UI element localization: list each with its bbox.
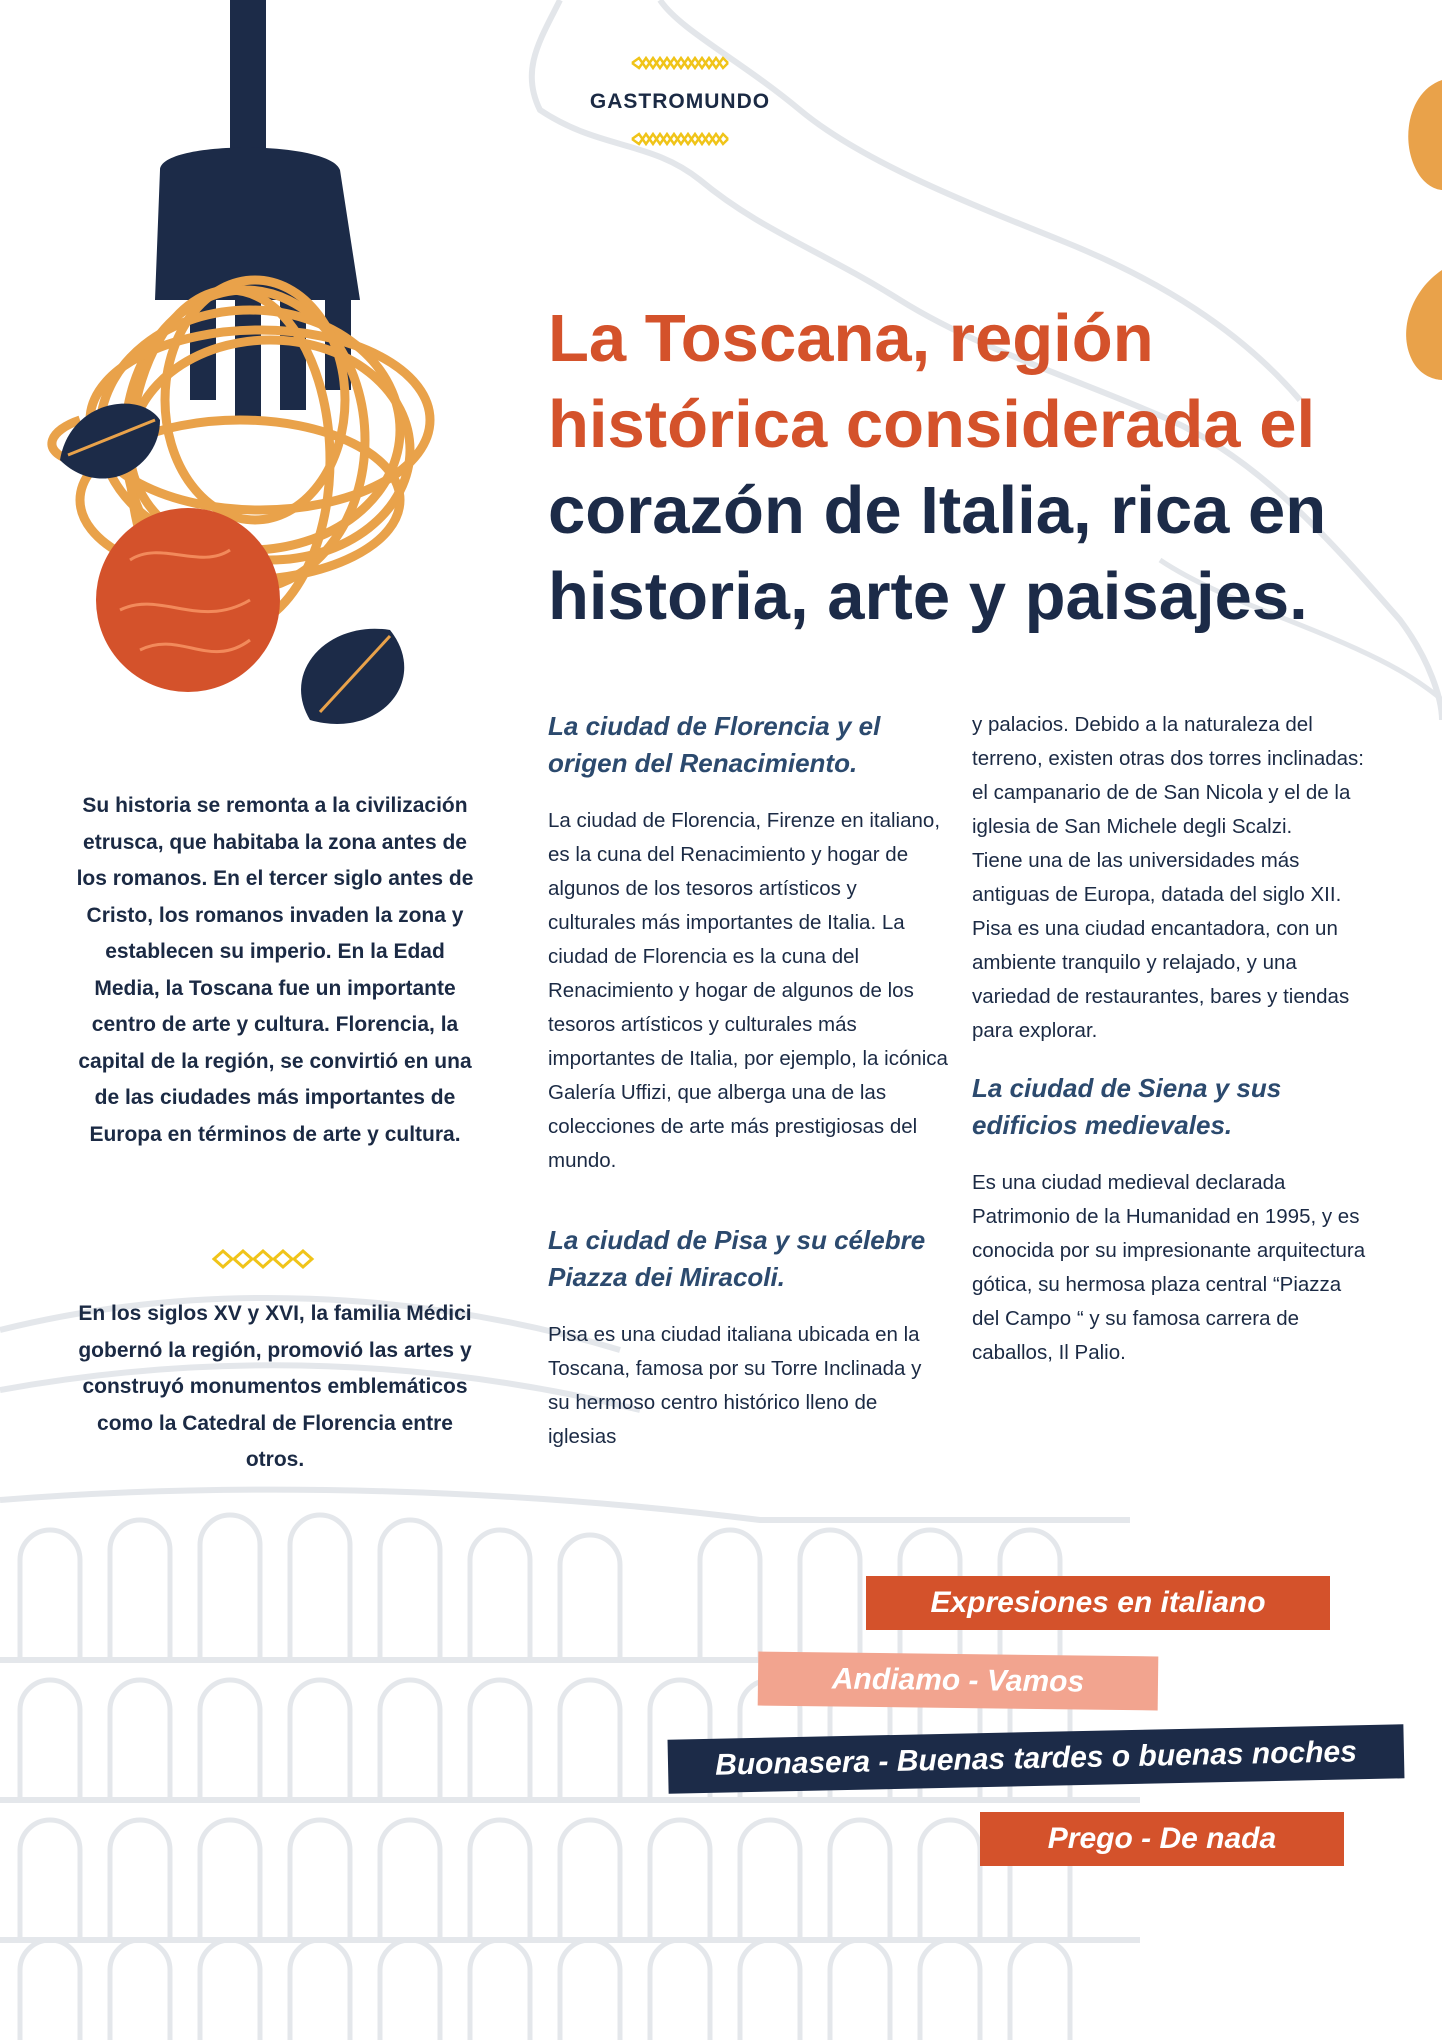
section-title-florencia: La ciudad de Florencia y el origen del Renacimiento.	[548, 711, 881, 778]
article-column-right	[972, 708, 1372, 1370]
fork-spaghetti-illustration	[30, 0, 450, 760]
article-column-middle	[548, 708, 948, 1454]
section-title-siena: La ciudad de Siena y sus edificios medievales.	[972, 1073, 1282, 1140]
expression-banner: Andiamo - Vamos	[758, 1652, 1159, 1711]
section-body-pisa-cont2: Tiene una de las universidades más antiguas de Europa, datada del siglo XII. Pisa es una ciudad encantadora, con un ambiente tranquilo y relajado, y una variedad de restaurantes, bares y tiendas para explorar.	[972, 849, 1350, 1042]
zigzag-ornament-icon	[630, 132, 730, 146]
expressions-title-banner: Expresiones en italiano	[866, 1576, 1330, 1630]
section-title-pisa: La ciudad de Pisa y su célebre Piazza dei Miracoli.	[548, 1225, 926, 1292]
zigzag-ornament-icon	[630, 56, 730, 70]
zigzag-divider-icon	[212, 1248, 316, 1270]
title-line: historia, arte y paisajes.	[548, 559, 1308, 634]
page-title	[548, 296, 1408, 640]
medici-paragraph: En los siglos XV y XVI, la familia Médici gobernó la región, promovió las artes y construyó monumentos emblemáticos como la Catedral de Florencia entre otros.	[78, 1302, 472, 1471]
section-body-pisa: Pisa es una ciudad italiana ubicada en la Toscana, famosa por su Torre Inclinada y su hermoso centro histórico lleno de iglesias	[548, 1323, 922, 1448]
title-line: corazón de Italia, rica en	[548, 473, 1327, 548]
brand-header	[520, 56, 840, 146]
section-body-siena: Es una ciudad medieval declarada Patrimonio de la Humanidad en 1995, y es conocida por su impresionante arquitectura gótica, su hermosa plaza central “Piazza del Campo “ y su famosa carrera de caballos, Il Palio.	[972, 1171, 1366, 1364]
brand-name: GASTROMUNDO	[589, 90, 771, 113]
expression-banner: Prego - De nada	[980, 1812, 1344, 1866]
title-line: histórica considerada el	[548, 387, 1316, 462]
expression-banner: Buonasera - Buenas tardes o buenas noches	[668, 1724, 1405, 1793]
intro-paragraph: Su historia se remonta a la civilización etrusca, que habitaba la zona antes de los romanos. En el tercer siglo antes de Cristo, los romanos invaden la zona y establecen su imperio. En la Edad Media, la Toscana fue un importante centro de arte y cultura. Florencia, la capital de la región, se convirtió en una de las ciudades más importantes de Europa en términos de arte y cultura.	[76, 794, 474, 1146]
meatball-icon	[96, 508, 280, 692]
section-body-florencia: La ciudad de Florencia, Firenze en italiano, es la cuna del Renacimiento y hogar de algunos de los tesoros artísticos y culturales más importantes de Italia. La ciudad de Florencia es la cuna del Renacimiento y hogar de algunos de los tesoros artísticos y culturales más importantes de Italia, por ejemplo, la icónica Galería Uffizi, que alberga una de las colecciones de arte más prestigiosas del mundo.	[548, 809, 948, 1172]
title-line: La Toscana, región	[548, 301, 1154, 376]
section-body-pisa-cont: y palacios. Debido a la naturaleza del terreno, existen otras dos torres inclinadas: el campanario de de San Nicola y el de la iglesia de San Michele degli Scalzi.	[972, 713, 1364, 838]
